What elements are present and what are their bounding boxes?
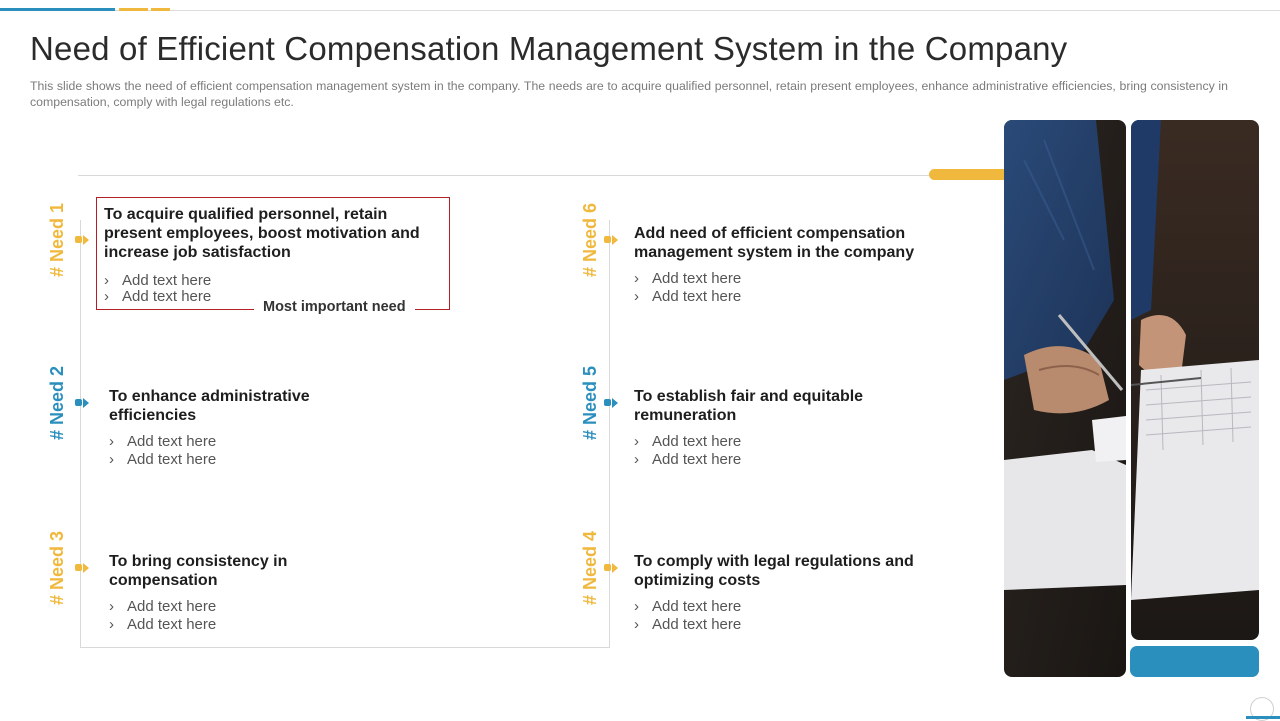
most-important-label: Most important need (254, 298, 415, 316)
chevron-right-icon: › (104, 288, 109, 305)
arrow-marker-icon (604, 398, 618, 408)
right-timeline-line (609, 220, 610, 648)
need-4-heading: To comply with legal regulations and optimizing costs (634, 553, 914, 589)
need-1-label: # Need 1 (47, 202, 67, 278)
top-divider (0, 10, 1280, 11)
chevron-right-icon: › (104, 272, 109, 289)
list-item: › Add text here (634, 288, 742, 305)
chevron-right-icon: › (109, 451, 114, 468)
list-item: › Add text here (634, 616, 742, 633)
need-1-heading: To acquire qualified personnel, retain present employees, boost motivation and increase job satisfaction (104, 206, 420, 261)
bottom-timeline-line (80, 647, 610, 648)
chevron-right-icon: › (634, 288, 639, 305)
list-item: › Add text here (634, 451, 742, 468)
list-item: › Add text here (109, 616, 217, 633)
need-6-block (634, 224, 954, 306)
arrow-marker-icon (75, 398, 89, 408)
chevron-right-icon: › (109, 433, 114, 450)
list-item: › Add text here (104, 272, 212, 289)
need-1-block (104, 205, 440, 306)
list-item: › Add text here (109, 598, 217, 615)
chevron-right-icon: › (634, 598, 639, 615)
arrow-marker-icon (604, 563, 618, 573)
chevron-right-icon: › (634, 433, 639, 450)
accent-bar-blue (0, 8, 115, 11)
corner-accent-line (1246, 716, 1280, 719)
need-2-label: # Need 2 (47, 365, 67, 441)
need-4-label: # Need 4 (580, 530, 600, 606)
chevron-right-icon: › (109, 598, 114, 615)
chevron-right-icon: › (634, 616, 639, 633)
chevron-right-icon: › (109, 616, 114, 633)
need-2-block (109, 387, 369, 469)
need-3-block (109, 552, 349, 634)
list-item: › Add text here (634, 598, 742, 615)
list-item: › Add text here (109, 433, 217, 450)
need-5-label: # Need 5 (580, 365, 600, 441)
need-3-heading: To bring consistency in compensation (109, 553, 288, 589)
horizontal-divider (78, 175, 998, 176)
need-6-heading: Add need of efficient compensation management system in the company (634, 225, 915, 261)
left-timeline-line (80, 220, 81, 648)
blue-accent-bar (1130, 646, 1259, 677)
need-4-block (634, 552, 954, 634)
need-2-heading: To enhance administrative efficiencies (109, 388, 310, 424)
need-6-label: # Need 6 (580, 202, 600, 278)
list-item: › Add text here (634, 433, 742, 450)
photo-panel-left (1004, 120, 1126, 677)
need-5-heading: To establish fair and equitable remuneration (634, 388, 864, 424)
list-item: › Add text here (634, 270, 742, 287)
accent-bar-yellow-small (151, 8, 170, 11)
need-3-label: # Need 3 (47, 530, 67, 606)
chevron-right-icon: › (634, 270, 639, 287)
arrow-marker-icon (75, 235, 89, 245)
photo-panel-right (1131, 120, 1259, 640)
accent-bar-yellow (119, 8, 148, 11)
chevron-right-icon: › (634, 451, 639, 468)
need-5-block (634, 387, 864, 469)
arrow-marker-icon (604, 235, 618, 245)
arrow-marker-icon (75, 563, 89, 573)
list-item: › Add text here (109, 451, 217, 468)
list-item: › Add text here (104, 288, 212, 305)
page-subtitle: This slide shows the need of efficient compensation management system in the company. The needs are to acquire qualified personnel, retain present employees, enhance administrative efficiencies, bring consistency in compensation, comply with legal regulations etc. (30, 79, 1228, 109)
page-title: Need of Efficient Compensation Management System in the Company (30, 30, 1068, 67)
